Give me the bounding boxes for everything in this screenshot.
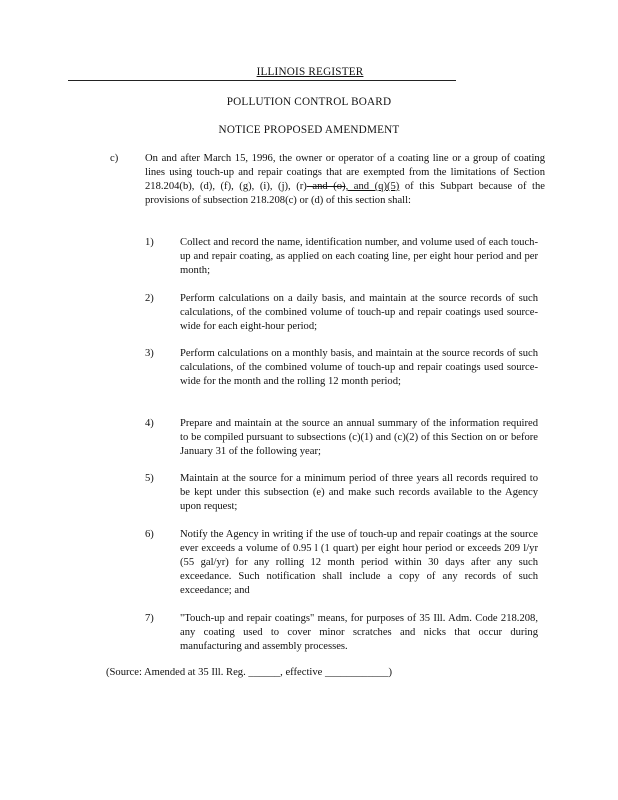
source-note: (Source: Amended at 35 Ill. Reg. ______, effective ____________) <box>106 667 393 678</box>
item-number: 6) <box>145 529 154 540</box>
header-rule <box>68 80 456 81</box>
list-item: Prepare and maintain at the source an annual summary of the information required to be compiled pursuant to subsections (c)(1) and (c)(2) of this Section on or before January 31 of the following year; <box>180 418 538 457</box>
notice-title: NOTICE PROPOSED AMENDMENT <box>218 124 400 136</box>
intro-underlined-text: , and (q)(5) <box>345 181 400 192</box>
item-number: 4) <box>145 418 154 429</box>
list-item: Perform calculations on a monthly basis, and maintain at the source records of such calculations, of the combined volume of touch-up and repair coatings used source-wide for the month and the rolling 12 month period; <box>180 348 538 387</box>
item-number: 3) <box>145 348 154 359</box>
board-title: POLLUTION CONTROL BOARD <box>226 96 392 108</box>
intro-text-2: of this Subpart because of the provisions of subsection 218.208(c) or (d) of this section shall: <box>145 181 545 206</box>
list-item: Maintain at the source for a minimum period of three years all records required to be kept under this subsection (e) and make such records available to the Agency upon request; <box>180 473 538 512</box>
intro-struck-text: and (o) <box>306 181 346 192</box>
list-item: "Touch-up and repair coatings" means, for purposes of 35 Ill. Adm. Code 218.208, any coating used to cover minor scratches and nicks that occur during manufacturing and assembly processes. <box>180 613 538 652</box>
item-number: 7) <box>145 613 154 624</box>
list-item: Perform calculations on a daily basis, and maintain at the source records of such calculations, of the combined volume of touch-up and repair coatings used source-wide for each eight-hour period; <box>180 293 538 332</box>
list-item: Notify the Agency in writing if the use of touch-up and repair coatings at the source ever exceeds a volume of 0.95 l (1 quart) per eight hour period or exceeds 209 l/yr (55 gal/yr) for any rolling 12 month period within 30 days after any such exceedance. Such notification shall include a copy of any records of such exceedance; and <box>180 529 538 596</box>
subsection-label: c) <box>110 153 119 164</box>
register-title: ILLINOIS REGISTER <box>256 66 364 78</box>
item-number: 5) <box>145 473 154 484</box>
item-number: 2) <box>145 293 154 304</box>
item-number: 1) <box>145 237 154 248</box>
list-item: Collect and record the name, identification number, and volume used of each touch-up and repair coating, as applied on each coating line, per eight hour period and per month; <box>180 237 538 276</box>
intro-text-1: On and after March 15, 1996, the owner or operator of a coating line or a group of coating lines using touch-up and repair coatings that are exempted from the limitations of Section 218.204(b), (d), (f), (g), (i), (j), (r) <box>145 153 545 192</box>
subsection-intro <box>145 152 545 208</box>
